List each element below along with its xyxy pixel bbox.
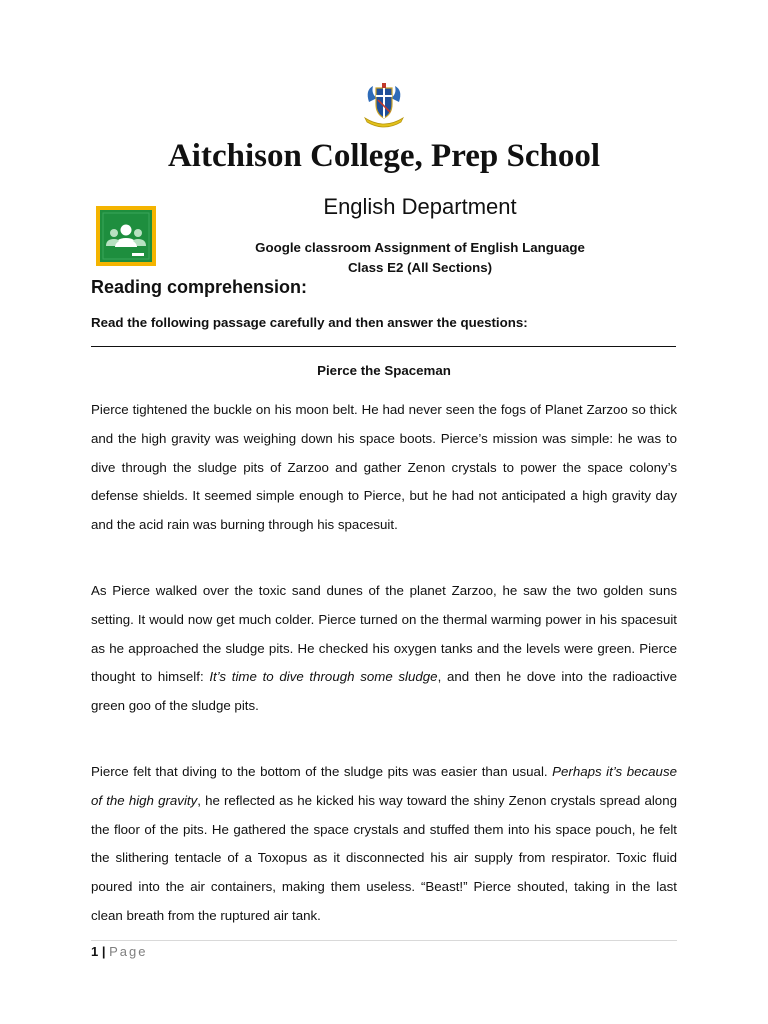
school-name: Aitchison College, Prep School	[167, 138, 601, 174]
paragraph-3-text-a: Pierce felt that diving to the bottom of the sludge pits was easier than usual.	[91, 764, 553, 779]
page-footer	[91, 944, 148, 959]
department-title: English Department	[323, 194, 517, 219]
assignment-info	[170, 238, 670, 278]
page-number: 1	[91, 944, 99, 959]
paragraph-2-italic: It’s time to dive through some sludge	[209, 669, 438, 685]
paragraph-2-text-a: As Pierce walked over the toxic sand dunes of the planet Zarzoo, he saw the two golden suns setting. It would now get much colder. Pierce turned on the thermal warming power in his spacesuit as he approached the sludge pits. He checked his oxygen tanks and the levels were green. Pierce thought to himself:	[91, 583, 677, 685]
school-crest-icon	[359, 82, 409, 128]
divider-line	[91, 346, 676, 347]
instruction-text: Read the following passage carefully and then answer the questions:	[91, 315, 528, 330]
footer-divider	[91, 940, 677, 941]
paragraph-3-text-b: , he reflected as he kicked his way toward the shiny Zenon crystals spread along the floor of the pits. He gathered the space crystals and stuffed them into his space pouch, he felt the slithering tentacle of a Toxopus as it disconnected his air supply from respirator. Toxic fluid poured into the air containers, making them useless. “Beast!” Pierce shouted, taking in the last clean breath from the ruptured air tank.	[91, 792, 677, 923]
paragraph-3-italic: Perhaps it’s because of the high gravity	[91, 764, 677, 808]
google-classroom-icon	[96, 206, 156, 266]
page-label: Page	[109, 944, 148, 959]
story-title: Pierce the Spaceman	[317, 363, 451, 378]
paragraph-1: Pierce tightened the buckle on his moon belt. He had never seen the fogs of Planet Zarzoo so thick and the high gravity was weighing down his space boots. Pierce’s mission was simple: he was to dive through the sludge pits of Zarzoo and gather Zenon crystals to power the space colony’s defense shields. It seemed simple enough to Pierce, but he had not anticipated a high gravity day and the acid rain was burning through his spacesuit.	[91, 402, 677, 533]
paragraph-3	[91, 758, 677, 931]
assignment-line: Google classroom Assignment of English Language	[255, 240, 585, 255]
section-heading: Reading comprehension:	[91, 277, 308, 297]
page-separator: |	[101, 944, 106, 959]
paragraph-2	[91, 577, 677, 721]
paragraph-2-text-b: , and then he dove into the radioactive green goo of the sludge pits.	[91, 669, 677, 714]
class-line: Class E2 (All Sections)	[347, 260, 493, 275]
